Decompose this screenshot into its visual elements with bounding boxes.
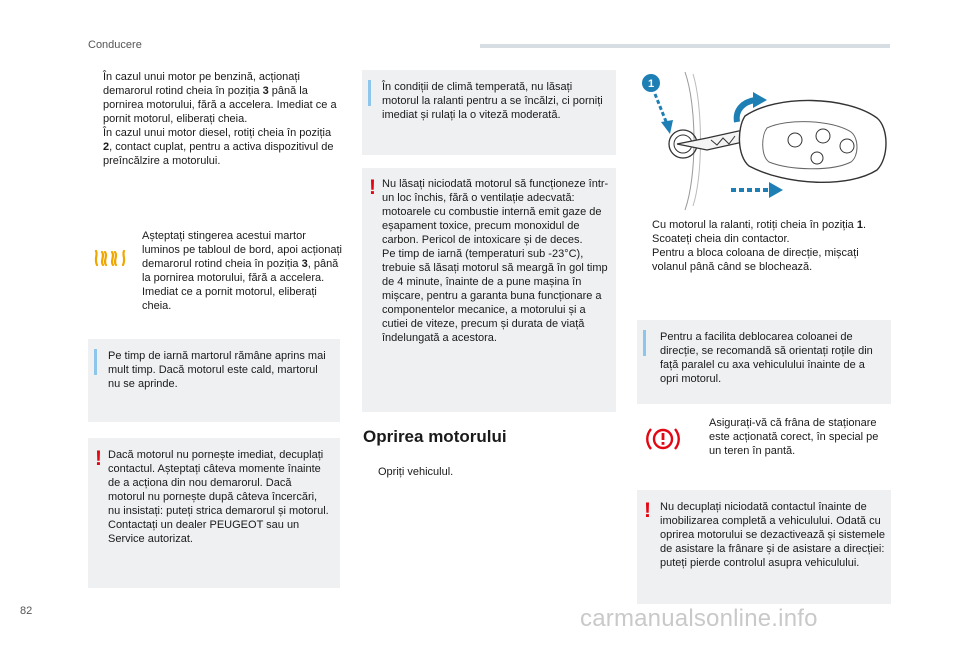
- column-3-bullets: [637, 218, 893, 274]
- list-item: Cu motorul la ralanti, rotiți cheia în poziția 1.: [652, 219, 867, 231]
- key-ignition-figure: [637, 66, 891, 214]
- list-item: Pentru a bloca coloana de direcție, mișcați volanul până când se blochează.: [652, 247, 859, 273]
- brake-warning-icon: [643, 424, 683, 454]
- list-item: Scoateți cheia din contactor.: [652, 233, 790, 245]
- start-bullets: [88, 70, 340, 168]
- section-title: Oprirea motorului: [363, 427, 507, 446]
- list-item: Opriți vehiculul.: [378, 466, 454, 478]
- header-bar: [480, 44, 890, 48]
- column-1: [88, 70, 340, 168]
- warning-icon: !: [95, 447, 102, 470]
- list-item: În cazul unui motor diesel, rotiți cheia în poziția 2, contact cuplat, pentru a activa dispozitivul de preîncălzire a motorului.: [103, 127, 334, 167]
- list-item: Asigurați-vă că frâna de staționare este acționată corect, în special pe un teren în pantă.: [709, 417, 879, 457]
- preheat-note: Așteptați stingerea acestui martor luminos pe tabloul de bord, apoi acționați demarorul rotind cheia în poziția 3, până la pornirea motorului, fără a accelera. Imediat ce a pornit motorul, eliberați cheia.: [142, 230, 342, 312]
- list-item: În cazul unui motor pe benzină, acționați demarorul rotind cheia în poziția 3 până la pornirea motorului, fără a accelera. Imediat ce a pornit motorul, eliberați cheia.: [103, 71, 337, 125]
- preheat-warning-icon: [93, 247, 127, 269]
- page-number: 82: [20, 605, 33, 617]
- watermark: carmanualsonline.info: [580, 605, 818, 632]
- warning-box-ventilation: ! Nu lăsați niciodată motorul să funcționeze într-un loc închis, fără o ventilație adecvată: motoarele cu combustie internă emit gaze de eșapament toxice, precum monoxidul de carbon. Pericol de intoxicare și de deces. Pe timp de iarnă (temperaturi sub -23°C), trebuie să lăsați motorul să meargă în gol timp de 4 minute, înainte de a pune mașina în mișcare, pentru a garanta buna funcționare a componentelor mecanice, a motorului și a cutiei de viteze, precum și durata de viață îndelungată a acestora.: [362, 168, 616, 412]
- section-header: Conducere: [88, 39, 142, 51]
- warning-box-start: ! Dacă motorul nu pornește imediat, decuplați contactul. Așteptați câteva momente înainte de a acționa din nou demarorul. Dacă motorul nu pornește după câteva încercări, nu insistați: puteți strica demarorul și motorul. Contactați un dealer PEUGEOT sau un Service autorizat.: [88, 438, 340, 588]
- info-box-steering: Pentru a facilita deblocarea coloanei de direcție, se recomandă să orientați roțile din față paralel cu axa vehiculului înainte de a opri motorul.: [637, 320, 891, 404]
- parking-brake-box: [637, 406, 891, 488]
- warning-box-ignition: ! Nu decuplați niciodată contactul înainte de imobilizarea completă a vehiculului. Odată cu oprirea motorului se dezactivează și sistemele de asistare la frânare și de asistare a direcției: puteți pierde controlul asupra vehiculului.: [637, 490, 891, 604]
- warning-icon: !: [644, 499, 651, 522]
- warning-icon: !: [369, 176, 376, 199]
- info-bar: [368, 80, 371, 106]
- figure-label: 1: [647, 78, 655, 90]
- info-box-winter: Pe timp de iarnă martorul rămâne aprins mai mult timp. Dacă motorul este cald, martorul nu se aprinde.: [88, 339, 340, 422]
- info-bar: [643, 330, 646, 356]
- info-box-warmup: În condiții de climă temperată, nu lăsați motorul la ralanti pentru a se încălzi, ci porniți imediat și rulați la o viteză moderată.: [362, 70, 616, 155]
- stop-bullets: [363, 465, 615, 479]
- info-bar: [94, 349, 97, 375]
